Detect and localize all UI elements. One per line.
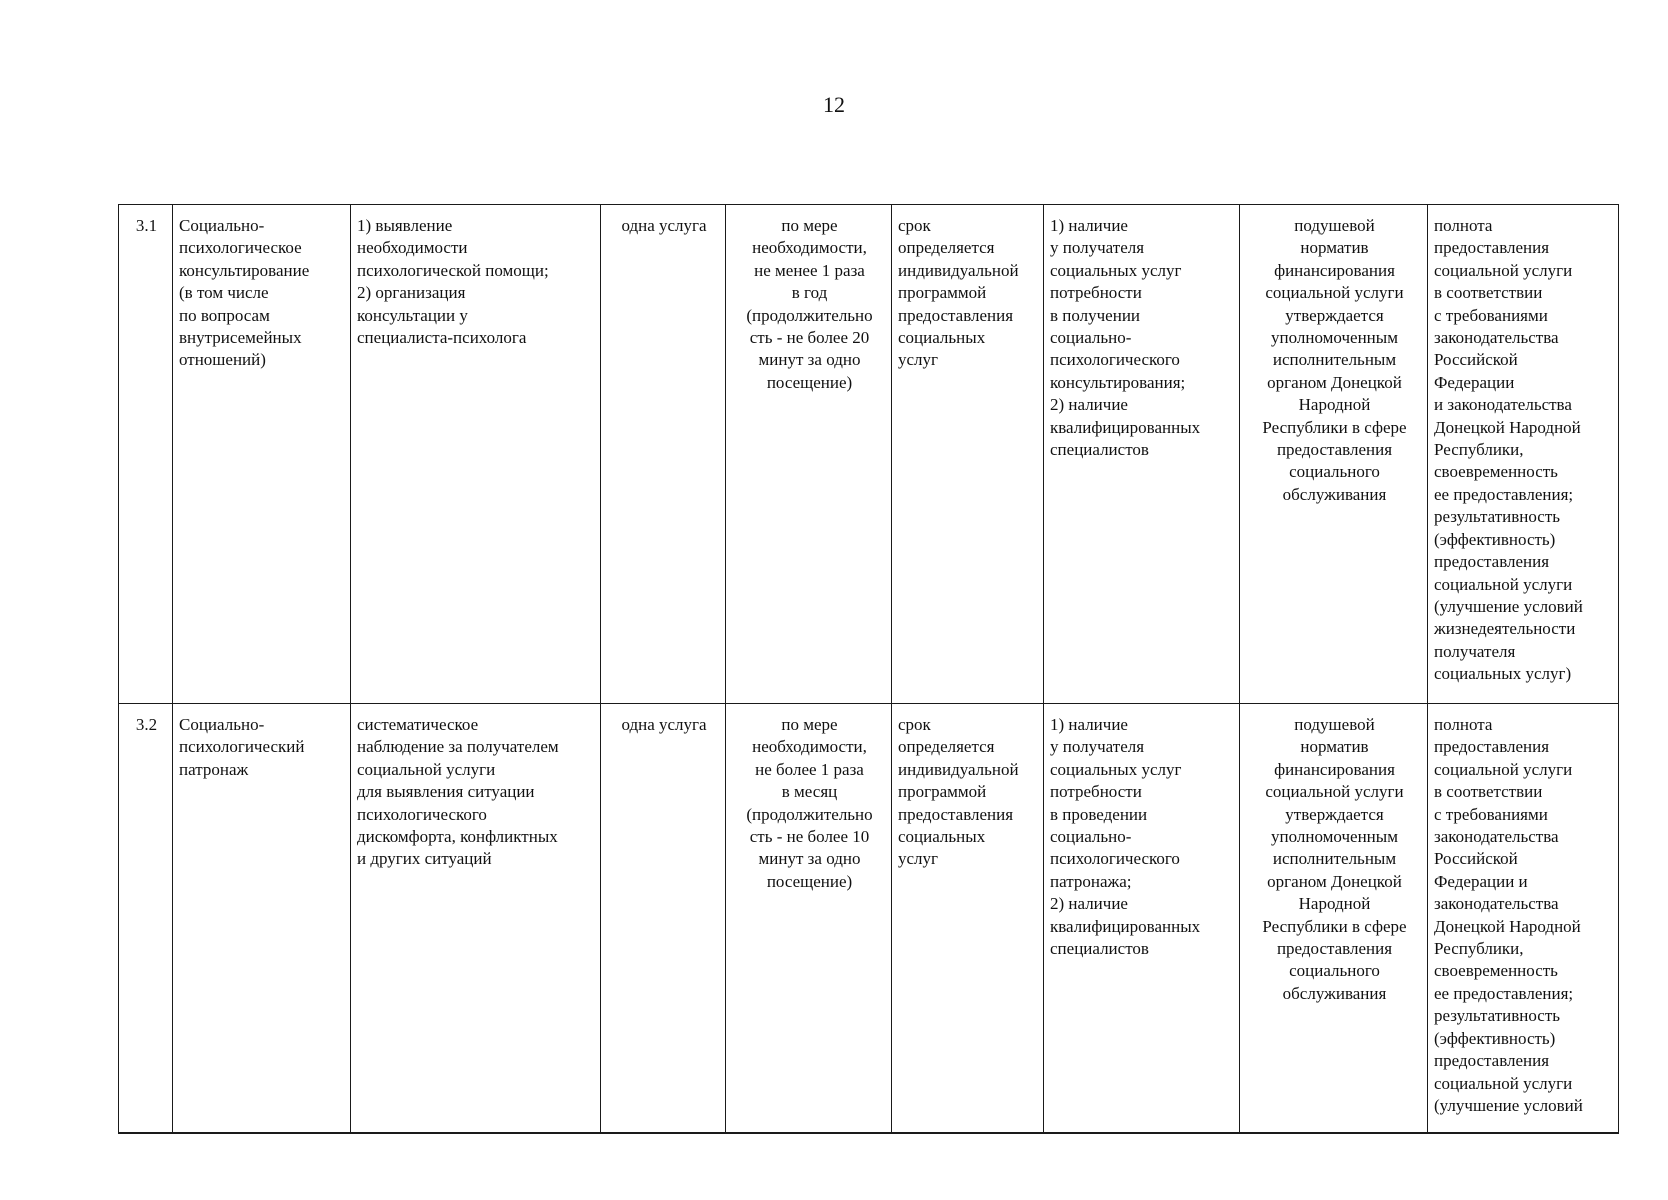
financing-cell: подушевой норматив финансирования социальной услуги утверждается уполномоченным исполнительным органом Донецкой Народной Республики в сфере предоставления социального обслуживания — [1240, 205, 1428, 704]
quality-cell: полнота предоставления социальной услуги в соответствии с требованиями законодательства Российской Федерации и законодательства Донецкой Народной Республики, своевременность ее предоставления; результативность (эффективность) предоставления социальной услуги (улучшение условий жизнедеятельности получателя социальных услуг) — [1428, 205, 1619, 704]
row-number-cell: 3.2 — [119, 704, 173, 1134]
service-unit-cell: одна услуга — [601, 205, 726, 704]
conditions-cell: 1) наличие у получателя социальных услуг потребности в получении социально- психологического консультирования; 2) наличие квалифицированных специалистов — [1044, 205, 1240, 704]
term-cell: срок определяется индивидуальной программой предоставления социальных услуг — [892, 205, 1044, 704]
periodicity-cell: по мере необходимости, не менее 1 раза в год (продолжительно сть - не более 20 минут за одно посещение) — [726, 205, 892, 704]
row-number-cell: 3.1 — [119, 205, 173, 704]
service-content-cell: 1) выявление необходимости психологической помощи; 2) организация консультации у специалиста-психолога — [351, 205, 601, 704]
service-unit-cell: одна услуга — [601, 704, 726, 1134]
table-row — [119, 205, 1619, 704]
quality-cell: полнота предоставления социальной услуги в соответствии с требованиями законодательства Российской Федерации и законодательства Донецкой Народной Республики, своевременность ее предоставления; результативность (эффективность) предоставления социальной услуги (улучшение условий — [1428, 704, 1619, 1134]
conditions-cell: 1) наличие у получателя социальных услуг потребности в проведении социально- психологического патронажа; 2) наличие квалифицированных специалистов — [1044, 704, 1240, 1134]
services-table — [118, 204, 1619, 1134]
term-cell: срок определяется индивидуальной программой предоставления социальных услуг — [892, 704, 1044, 1134]
financing-cell: подушевой норматив финансирования социальной услуги утверждается уполномоченным исполнительным органом Донецкой Народной Республики в сфере предоставления социального обслуживания — [1240, 704, 1428, 1134]
service-name-cell: Социально- психологический патронаж — [173, 704, 351, 1134]
service-name-cell: Социально- психологическое консультирование (в том числе по вопросам внутрисемейных отношений) — [173, 205, 351, 704]
service-content-cell: систематическое наблюдение за получателем социальной услуги для выявления ситуации психологического дискомфорта, конфликтных и других ситуаций — [351, 704, 601, 1134]
table-row — [119, 704, 1619, 1134]
periodicity-cell: по мере необходимости, не более 1 раза в месяц (продолжительно сть - не более 10 минут за одно посещение) — [726, 704, 892, 1134]
page-number: 12 — [823, 92, 845, 117]
